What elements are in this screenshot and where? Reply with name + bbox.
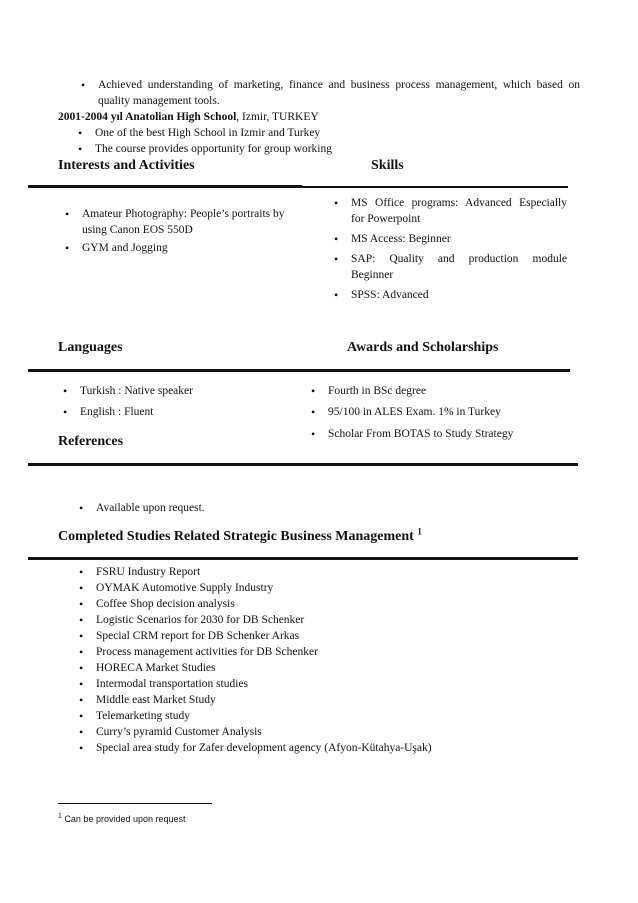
- language-item: • English : Fluent: [80, 404, 153, 420]
- school-location: , Izmir, TURKEY: [236, 111, 319, 123]
- school-bullet: • One of the best High School in Izmir and Turkey: [95, 125, 320, 141]
- study-item: • FSRU Industry Report: [96, 564, 200, 580]
- study-item: • Middle east Market Study: [96, 692, 216, 708]
- skill-item: [351, 287, 429, 303]
- study-item: • Special CRM report for DB Schenker Arkas: [96, 628, 299, 644]
- award-item: • Fourth in BSc degree: [328, 383, 426, 399]
- interests-title: Interests and Activities: [58, 158, 195, 173]
- skill-item-line1: • SAP: Quality and production module: [351, 253, 567, 265]
- education-bullet-line2: quality management tools.: [98, 95, 220, 107]
- study-item: • Coffee Shop decision analysis: [96, 596, 235, 612]
- interest-item-line2: using Canon EOS 550D: [82, 224, 193, 236]
- education-bullet: [98, 77, 580, 93]
- study-item: • Intermodal transportation studies: [96, 676, 248, 692]
- school-heading: [58, 109, 319, 125]
- skill-item-line1: • MS Office programs: Advanced Especially: [351, 197, 567, 209]
- school-bullet: • The course provides opportunity for group working: [95, 141, 332, 157]
- award-item: • Scholar From BOTAS to Study Strategy: [328, 426, 513, 442]
- interests-divider: [28, 185, 302, 188]
- skill-item: [351, 195, 567, 227]
- skills-title: Skills: [371, 158, 404, 173]
- interest-item: [82, 240, 168, 256]
- skills-divider: [302, 186, 568, 188]
- references-title: References: [58, 434, 124, 449]
- studies-title-text: Completed Studies Related Strategic Business Management: [58, 529, 414, 544]
- studies-divider: [28, 557, 578, 560]
- skill-item: [351, 231, 451, 247]
- footnote-reference: 1: [417, 526, 422, 537]
- language-item: • Turkish : Native speaker: [80, 383, 193, 399]
- reference-item: • Available upon request.: [96, 500, 205, 516]
- study-item: • Curry’s pyramid Customer Analysis: [96, 724, 262, 740]
- skill-item-line2: Beginner: [351, 269, 394, 281]
- footnote-text: Can be provided upon request: [64, 814, 186, 824]
- skill-item-line1: • MS Access: Beginner: [351, 233, 451, 245]
- footnote-separator: [58, 803, 212, 804]
- study-item: • Logistic Scenarios for 2030 for DB Schenker: [96, 612, 304, 628]
- study-item: • Process management activities for DB Schenker: [96, 644, 318, 660]
- award-item: • 95/100 in ALES Exam. 1% in Turkey: [328, 404, 501, 420]
- interest-item-line1: • Amateur Photography: People’s portraits by: [82, 208, 285, 220]
- study-item: • Telemarketing study: [96, 708, 190, 724]
- awards-title: Awards and Scholarships: [347, 340, 499, 355]
- studies-title: [58, 528, 422, 546]
- languages-title: Languages: [58, 340, 123, 355]
- school-years: 2001-2004 yıl Anatolian High School: [58, 111, 237, 123]
- education-bullet-line1: Achieved understanding of marketing, finance and business process management, which based on: [98, 79, 580, 91]
- skill-item-line2: for Powerpoint: [351, 213, 421, 225]
- study-item: • HORECA Market Studies: [96, 660, 215, 676]
- interest-item-line1: • GYM and Jogging: [82, 242, 168, 254]
- skill-item: [351, 251, 567, 283]
- interest-item: [82, 206, 285, 238]
- footnote: [58, 814, 186, 824]
- study-item: • OYMAK Automotive Supply Industry: [96, 580, 273, 596]
- references-divider: [28, 463, 578, 466]
- skill-item-line1: • SPSS: Advanced: [351, 289, 429, 301]
- languages-divider: [28, 369, 570, 372]
- footnote-marker: 1: [58, 813, 62, 820]
- study-item: • Special area study for Zafer development agency (Afyon-Kütahya-Uşak): [96, 740, 432, 756]
